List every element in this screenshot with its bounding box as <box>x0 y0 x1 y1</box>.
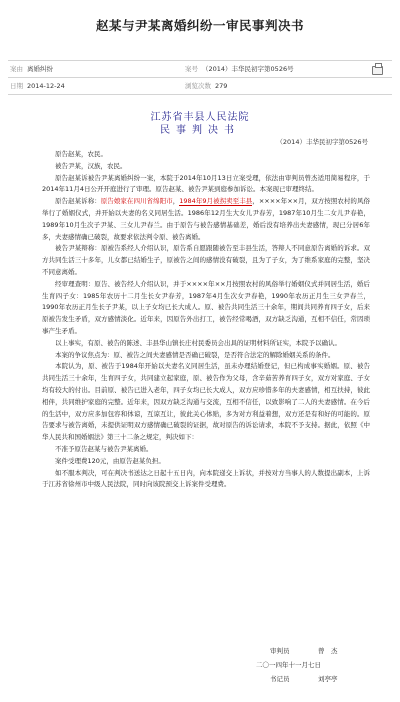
paragraph-text: 经审理查明：原告、被告经人介绍认识，并于××××年××月按照农村的风俗举行婚姻仪式并同居生活，婚后生育四子女：1985年农历十二月生长女尹春芳，1987年4月生次女尹春艳，1990年农历正月生三女尹春兰，1990年农历正月生长子尹某，以上子女均已长大成人。原、被告共同生活三十余年，期间共同养育四子女，后来原被告发生矛盾，双方感情淡化。近年来，因原告外出打工，被告经常喝酒，双方缺乏沟通，互相不信任，常因琐事产生矛盾。 <box>42 279 370 335</box>
judgment-paragraph <box>42 161 370 173</box>
case-meta-table <box>0 52 400 98</box>
judgment-date: 二〇一四年十一月七日 <box>256 661 321 669</box>
paragraph-text: 案件受理费120元，由原告赵某负担。 <box>55 456 165 465</box>
judgment-paragraph <box>42 149 370 161</box>
judgment-paragraph <box>42 279 370 338</box>
highlighted-text: 1984年9月被拐卖至丰县 <box>179 197 253 206</box>
judge-name: 曾 杰 <box>318 647 338 655</box>
paragraph-text: 本院认为，原、被告于1984年开始以夫妻名义同居生活，虽未办理结婚登记，但已构成事实婚姻。原、被告共同生活三十余年，生育四子女，共同建立起家庭，原、被告作为父母，含辛茹苦养育四子女，双方对家庭、子女均有较大的付出。目前原、被告已进入老年，四子女均已长大成人，双方应珍惜多年的夫妻感情，相互扶持，彼此相伴，共同维护家庭的完整。近年来，因双方缺乏沟通与交流，互相不信任，以致影响了二人的夫妻感情。在今后的生活中，双方应多加包容和体谅，互谅互让，彼此关心体贴，多为对方利益着想，双方还是有和好的可能的。原告要求与被告离婚，未提供证明双方感情确已破裂的证据，故对原告的诉讼请求，本院不予支持。据此，依照《中华人民共和国婚姻法》第三十二条之规定，判决如下： <box>42 362 370 442</box>
paragraph-text: 原告赵某诉称： <box>55 197 101 206</box>
views-label: 浏览次数 <box>185 82 211 90</box>
date-field <box>10 81 65 90</box>
views-value: 279 <box>215 82 228 90</box>
judgment-paragraph <box>42 456 370 468</box>
judgment-paragraph <box>42 350 370 362</box>
judgment-paragraph <box>42 196 370 243</box>
judgment-paragraph <box>42 444 370 456</box>
meta-divider <box>8 94 392 95</box>
paragraph-text: 以上事实，有原、被告的陈述、丰县华山镇长庄村民委员会出具的证明材料所证实，本院予以确认。 <box>55 338 341 347</box>
clerk-name: 刘亭亭 <box>318 675 338 683</box>
paragraph-text: ，××××年××月，双方按照农村的风俗举行了婚姻仪式，并开始以夫妻的名义同居生活。1986年12月生大女儿尹春芳，1987年10月生二女儿尹春艳，1989年10月生次子尹某、三女儿尹春兰。由于原告与被告感情基础差，婚后没有培养出夫妻感情，现已分居6年多，夫妻感情确已破裂，故要求依法判令原、被告离婚。 <box>42 197 371 241</box>
judge-label: 审判员 <box>270 647 290 655</box>
document-number: （2014）丰华民初字第0526号 <box>276 138 368 146</box>
case-no-field <box>185 64 294 73</box>
judgment-paragraph <box>42 243 370 278</box>
paragraph-text: ， <box>172 197 180 206</box>
paragraph-text: 被告尹某辩称：原被告系经人介绍认识，原告系自愿跟随被告至丰县生活，答辩人不同意原告离婚的诉求。双方共同生活三十多年，儿女都已结婚生子，原被告之间的感情没有破裂，且为了子女，为了维系家庭的完整，坚决不同意离婚。 <box>42 244 370 276</box>
case-type-label: 案由 <box>10 65 23 73</box>
paragraph-text: 被告尹某，汉族，农民。 <box>55 161 127 170</box>
clerk-label: 书记员 <box>270 675 290 683</box>
case-type-value: 离婚纠纷 <box>27 65 53 73</box>
case-no-label: 案号 <box>185 65 198 73</box>
highlighted-text: 原告娘家在四川省绵阳市 <box>100 197 173 206</box>
judgment-body <box>42 149 370 491</box>
paragraph-text: 不准予原告赵某与被告尹某离婚。 <box>55 444 153 453</box>
date-label: 日期 <box>10 82 23 90</box>
views-field <box>185 81 227 90</box>
paragraph-text: 本案的争议焦点为：原、被告之间夫妻感情是否确已破裂，是否符合法定的解除婚姻关系的条件。 <box>55 350 335 359</box>
meta-divider <box>8 60 392 61</box>
judgment-paragraph <box>42 361 370 444</box>
case-no-value: （2014）丰华民初字第0526号 <box>202 65 294 73</box>
judgment-paragraph <box>42 468 370 492</box>
signature-block <box>0 646 400 698</box>
paragraph-text: 原告赵某诉被告尹某离婚纠纷一案，本院于2014年10月13日立案受理，依法由审判员曾杰适用简易程序，于2014年11月4日公开开庭进行了审理。原告赵某、被告尹某到庭参加诉讼。本案现已审理终结。 <box>42 173 370 194</box>
case-title: 赵某与尹某离婚纠纷一审民事判决书 <box>95 18 304 33</box>
paragraph-text: 原告赵某，农民。 <box>55 150 107 158</box>
judgment-paragraph <box>42 338 370 350</box>
print-icon[interactable] <box>372 66 383 75</box>
paragraph-text: 如不服本判决，可在判决书送达之日起十五日内，向本院递交上诉状，并按对方当事人的人数提出副本，上诉于江苏省徐州市中级人民法院，同时向该院预交上诉案件受理费。 <box>42 468 370 489</box>
case-type-field <box>10 64 53 73</box>
judgment-paragraph <box>42 173 370 197</box>
meta-divider <box>8 77 392 78</box>
date-value: 2014-12-24 <box>27 82 65 90</box>
document-type: 民事判决书 <box>160 125 240 136</box>
court-name: 江苏省丰县人民法院 <box>150 112 250 123</box>
